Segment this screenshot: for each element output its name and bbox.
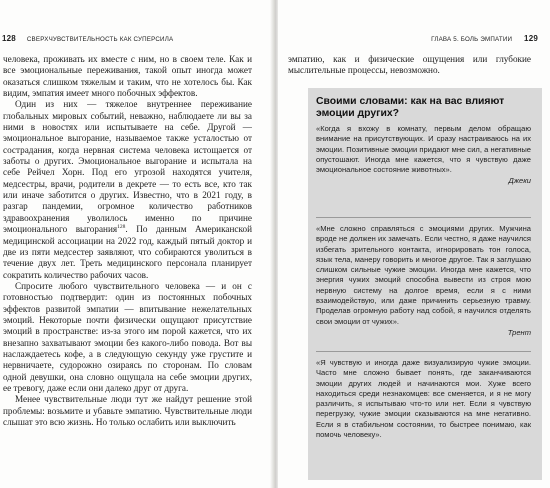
paragraph: Менее чувствительные люди тут же найдут решение этой проблемы: возьмите и убавьте эмпатию. Чувствительные люди слышат это всю жизнь. Но только ослабить или выключить [3, 394, 252, 427]
footnote-mark: 128 [117, 224, 126, 231]
paragraph: Спросите любого чувствительного человека — и он с готовностью подтвердит: один из постоянных побочных эффектов развитой эмпатии — впитывание нежелательных эмоций. Некоторые почти физически ощущают присутствие эмоций в пространстве: из-за этого им порой кажется, что их внезапно захватывают эмоции без какого-либо повода. Вот вы наслаждаетесь кофе, а в следующую секунду уже грустите и нервничаете, судорожно озираясь по сторонам. По словам одной девушки, она словно ощущала на себе эмоции других, ее тревогу, даже если они далеко друг от друга. [3, 280, 252, 393]
quote-block [316, 358, 531, 440]
quote-block [316, 224, 531, 338]
quote-separator [316, 351, 531, 352]
right-page-number: 129 [524, 34, 538, 43]
quote-text: «Когда я вхожу в комнату, первым делом обращаю внимание на присутствующих. И сразу настраиваюсь на их эмоции. Позитивные эмоции придают мне сил, а негативные опустошают. Иногда мне кажется, что я чувствую даже эмоциональное состояние животных». [316, 124, 531, 175]
paragraph: человека, проживать их вместе с ним, но в своем теле. Как и все эмоциональные переживания, такой опыт иногда может оказаться слишком тяжелым и таким, что не хотелось бы. Как видим, эмпатия имеет много побочных эффектов. [3, 54, 252, 99]
quote-author: Джеки [508, 176, 531, 186]
sidebar-box [308, 88, 542, 480]
left-body-text [3, 54, 252, 428]
left-page-header [2, 34, 173, 46]
paragraph: эмпатию, как и физические ощущения или глубокие мыслительные процессы, невозможно. [288, 54, 531, 76]
right-page-header [431, 34, 538, 46]
sidebar-title: Своими словами: как на вас влияют эмоции других? [316, 96, 505, 120]
quote-separator [316, 217, 531, 218]
quote-author: Трент [507, 327, 531, 337]
paragraph-text: Один из них — тяжелое внутреннее переживание глобальных мировых событий, неважно, наблюдаете ли вы за ними в новостях или испытываете на себе. Другой — эмоциональное выгорание, называемое также усталостью от сострадания, когда нервная система человека истощается от заботы о других. Эмоциональное выгорание и испытала на себе Рейчел Хорн. Под его угрозой находятся учителя, медсестры, врачи, родители в декрете — то есть все, кто так или иначе заботится о других. Известно, что в 2021 году, в разгар пандемии, огромное количество работников здравоохранения уволилось именно по причине эмоционального выгорания [3, 99, 252, 235]
quote-block [316, 124, 531, 187]
paragraph-text-tail: . По данным Американской медицинской ассоциации на 2022 год, каждый пятый доктор и две из пяти медсестер заявляют, что собираются уволиться в течение двух лет. Треть медицинского персонала планирует сократить количество рабочих часов. [3, 224, 252, 280]
paragraph [3, 99, 252, 281]
left-page [0, 0, 272, 488]
right-body-text [288, 54, 531, 77]
quote-text: «Я чувствую и иногда даже визуализирую чужие эмоции. Часто мне сложно бывает понять, где заканчиваются эмоции других людей и начинаются мои. Хуже всего находиться среди незнакомцев: все сменяется, и я не могу различить, я испытываю что-то или нет. Если я чувствую перегрузку, чужие эмоции сказываются на мне негативно. Если я в стабильном состоянии, то быстрее понимаю, как помочь человеку». [316, 358, 531, 440]
left-page-number: 128 [2, 34, 16, 43]
right-running-title: ГЛАВА 5. БОЛЬ ЭМПАТИИ [431, 36, 513, 43]
left-running-title: СВЕРХЧУВСТВИТЕЛЬНОСТЬ КАК СУПЕРСИЛА [26, 36, 174, 43]
quote-text: «Мне сложно справляться с эмоциями других. Мужчина вроде не должен их замечать. Если честно, я даже научился избегать зрительного контакта, игнорировать тон голоса, язык тела, манеру говорить и многое другое. Так я заглушаю слишком сильные чужие эмоции. Иногда мне кажется, что энергия чужих эмоций способна вывести из строя мою нервную систему на долгое время, если я с ними взаимодействую, или даже причинить серьезную травму. Проделав огромную работу над собой, я научился отделять свои эмоции от чужих». [316, 224, 531, 326]
